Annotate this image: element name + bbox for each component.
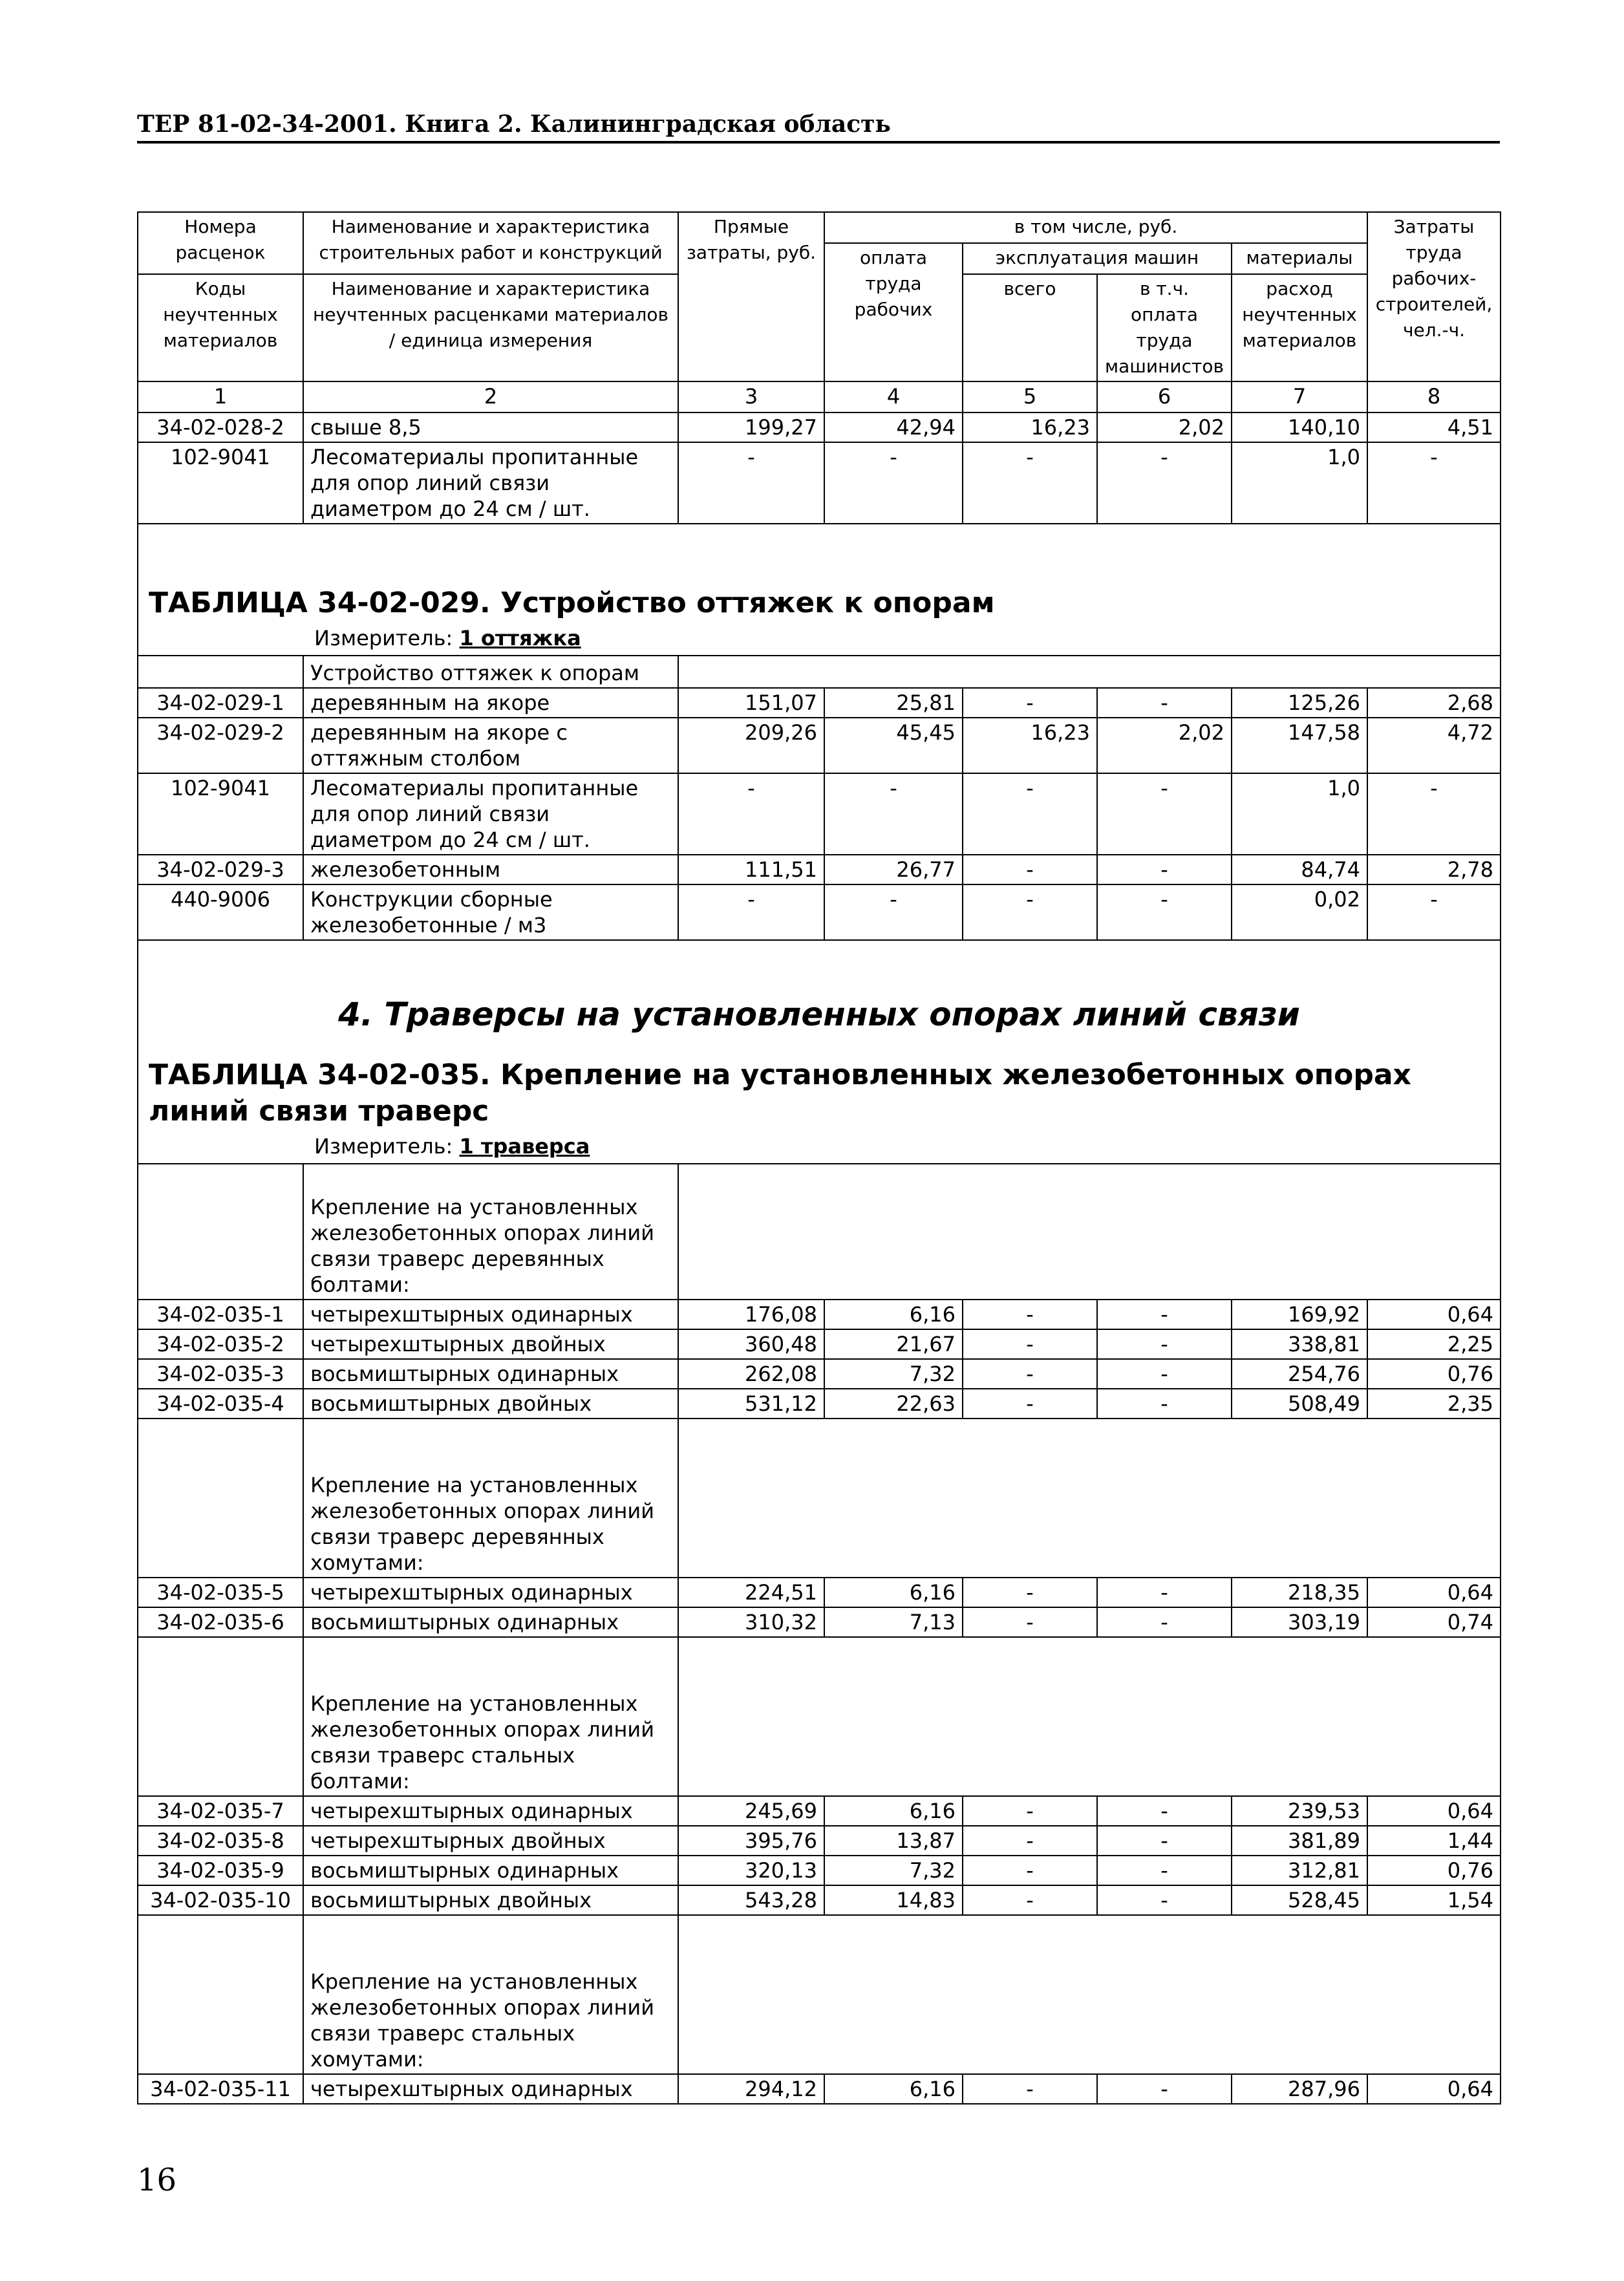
section-row	[138, 940, 1501, 1164]
group-title-row	[138, 1915, 1501, 2074]
table-cell: -	[963, 1796, 1097, 1826]
table-cell: -	[963, 442, 1097, 524]
table-cell: 84,74	[1232, 855, 1367, 884]
table-cell: 310,32	[678, 1607, 824, 1637]
section-row	[138, 524, 1501, 656]
rate-code: 34-02-035-9	[138, 1856, 303, 1885]
column-number: 2	[303, 381, 678, 412]
table-cell: 140,10	[1232, 412, 1367, 442]
table-row	[138, 855, 1501, 884]
table-cell: -	[963, 773, 1097, 855]
table-cell: 2,25	[1367, 1329, 1501, 1359]
table-cell: -	[963, 1578, 1097, 1607]
table-cell: -	[1097, 855, 1232, 884]
table-cell: 209,26	[678, 718, 824, 773]
table-cell: 224,51	[678, 1578, 824, 1607]
table-row	[138, 1359, 1501, 1389]
head-materials: материалы	[1232, 243, 1367, 274]
table-cell: -	[1367, 884, 1501, 940]
table-cell: 312,81	[1232, 1856, 1367, 1885]
item-name: восьмиштырных одинарных	[303, 1856, 678, 1885]
table-cell: 0,64	[1367, 2074, 1501, 2104]
group-blank-cell	[678, 1419, 1501, 1578]
head-machinists-pay: в т.ч. оплата труда машинистов	[1097, 274, 1232, 381]
table-row	[138, 1885, 1501, 1915]
table-cell: 151,07	[678, 688, 824, 718]
table-cell: -	[1097, 1826, 1232, 1856]
table-cell: 6,16	[824, 1300, 963, 1329]
head-including: в том числе, руб.	[824, 212, 1367, 243]
table-cell: 0,64	[1367, 1796, 1501, 1826]
group-blank-cell	[138, 1637, 303, 1796]
table-cell: -	[1097, 884, 1232, 940]
table-cell: 6,16	[824, 1578, 963, 1607]
item-name: свыше 8,5	[303, 412, 678, 442]
table-cell: -	[963, 855, 1097, 884]
table-cell: 0,76	[1367, 1359, 1501, 1389]
group-blank-cell	[678, 656, 1501, 688]
group-title-row	[138, 656, 1501, 688]
table-cell: 42,94	[824, 412, 963, 442]
table-cell: 218,35	[1232, 1578, 1367, 1607]
table-title: ТАБЛИЦА 34-02-029. Устройство оттяжек к опорам	[149, 586, 995, 619]
table-cell: -	[678, 773, 824, 855]
table-cell: 543,28	[678, 1885, 824, 1915]
table-cell: -	[678, 884, 824, 940]
table-row	[138, 2074, 1501, 2104]
rate-code: 34-02-035-3	[138, 1359, 303, 1389]
group-blank-cell	[138, 656, 303, 688]
column-number: 3	[678, 381, 824, 412]
table-row	[138, 1856, 1501, 1885]
table-row	[138, 1389, 1501, 1419]
table-cell: 7,32	[824, 1359, 963, 1389]
head-machines-total: всего	[963, 274, 1097, 381]
table-cell: 1,0	[1232, 773, 1367, 855]
table-cell: -	[1097, 688, 1232, 718]
group-blank-cell	[138, 1164, 303, 1300]
table-cell: -	[963, 1300, 1097, 1329]
table-row	[138, 1329, 1501, 1359]
item-name: четырехштырных двойных	[303, 1329, 678, 1359]
group-title-row	[138, 1419, 1501, 1578]
table-cell: 147,58	[1232, 718, 1367, 773]
group-title: Устройство оттяжек к опорам	[303, 656, 678, 688]
rate-code: 34-02-035-11	[138, 2074, 303, 2104]
table-row	[138, 1796, 1501, 1826]
item-name: железобетонным	[303, 855, 678, 884]
table-cell: -	[1097, 773, 1232, 855]
group-title-row	[138, 1637, 1501, 1796]
table-cell: 508,49	[1232, 1389, 1367, 1419]
table-cell: -	[1097, 1796, 1232, 1826]
item-name: деревянным на якоре с оттяжным столбом	[303, 718, 678, 773]
table-cell: -	[963, 1329, 1097, 1359]
item-name: восьмиштырных одинарных	[303, 1607, 678, 1637]
item-name: четырехштырных одинарных	[303, 1578, 678, 1607]
table-cell: 22,63	[824, 1389, 963, 1419]
table-cell: 1,0	[1232, 442, 1367, 524]
table-cell: 0,76	[1367, 1856, 1501, 1885]
column-number: 1	[138, 381, 303, 412]
table-cell: 294,12	[678, 2074, 824, 2104]
head-workers-pay: оплата труда рабочих	[824, 243, 963, 381]
table-cell: 7,13	[824, 1607, 963, 1637]
table-cell: 45,45	[824, 718, 963, 773]
table-cell: -	[1097, 1300, 1232, 1329]
item-name: Конструкции сборные железобетонные / м3	[303, 884, 678, 940]
column-numbers-row	[138, 381, 1501, 412]
rate-code: 34-02-029-3	[138, 855, 303, 884]
rate-code: 34-02-029-1	[138, 688, 303, 718]
table-cell: -	[1097, 1607, 1232, 1637]
item-name: восьмиштырных двойных	[303, 1389, 678, 1419]
table-cell: 381,89	[1232, 1826, 1367, 1856]
head-name-bottom: Наименование и характеристика неучтенных расценками материалов / единица измерения	[303, 274, 678, 381]
table-cell: 303,19	[1232, 1607, 1367, 1637]
table-cell: -	[678, 442, 824, 524]
column-number: 4	[824, 381, 963, 412]
table-cell: 395,76	[678, 1826, 824, 1856]
table-cell: -	[963, 1856, 1097, 1885]
table-cell: 1,44	[1367, 1826, 1501, 1856]
table-row	[138, 718, 1501, 773]
table-cell: 0,64	[1367, 1578, 1501, 1607]
table-cell: 0,74	[1367, 1607, 1501, 1637]
column-number: 8	[1367, 381, 1501, 412]
table-cell: -	[1367, 442, 1501, 524]
table-cell: -	[1097, 1885, 1232, 1915]
rate-code: 34-02-035-2	[138, 1329, 303, 1359]
item-name: деревянным на якоре	[303, 688, 678, 718]
rate-code: 34-02-029-2	[138, 718, 303, 773]
rate-code: 34-02-035-5	[138, 1578, 303, 1607]
group-title: Крепление на установленных железобетонных опорах линий связи траверс стальных болтами:	[303, 1637, 678, 1796]
head-direct-costs: Прямые затраты, руб.	[678, 212, 824, 381]
table-cell: 262,08	[678, 1359, 824, 1389]
table-row	[138, 688, 1501, 718]
table-cell: 199,27	[678, 412, 824, 442]
table-cell: 13,87	[824, 1826, 963, 1856]
group-title: Крепление на установленных железобетонных опорах линий связи траверс деревянных болтами:	[303, 1164, 678, 1300]
rate-code: 34-02-035-7	[138, 1796, 303, 1826]
column-number: 5	[963, 381, 1097, 412]
table-cell: -	[1097, 1856, 1232, 1885]
table-cell: -	[963, 1826, 1097, 1856]
page-header: ТЕР 81-02-34-2001. Книга 2. Калининградская область	[137, 109, 1500, 144]
table-cell: 2,35	[1367, 1389, 1501, 1419]
item-name: восьмиштырных двойных	[303, 1885, 678, 1915]
head-codes-bottom: Коды неучтенных материалов	[138, 274, 303, 381]
table-row	[138, 1578, 1501, 1607]
measure-label: Измеритель:	[314, 1134, 453, 1159]
section-title: 4. Траверсы на установленных опорах линий связи	[338, 996, 1300, 1033]
table-cell: 0,02	[1232, 884, 1367, 940]
group-blank-cell	[678, 1164, 1501, 1300]
table-cell: 531,12	[678, 1389, 824, 1419]
measure-value: 1 оттяжка	[459, 626, 581, 650]
table-cell: 16,23	[963, 718, 1097, 773]
table-cell: 528,45	[1232, 1885, 1367, 1915]
table-cell: 176,08	[678, 1300, 824, 1329]
table-row	[138, 1607, 1501, 1637]
table-cell: -	[963, 688, 1097, 718]
table-cell: 7,32	[824, 1856, 963, 1885]
table-cell: -	[1097, 442, 1232, 524]
table-cell: 4,51	[1367, 412, 1501, 442]
table-cell: 111,51	[678, 855, 824, 884]
table-row	[138, 884, 1501, 940]
group-title-row	[138, 1164, 1501, 1300]
table-cell: -	[963, 2074, 1097, 2104]
measure-value: 1 траверса	[459, 1134, 590, 1159]
group-blank-cell	[138, 1419, 303, 1578]
table-cell: 6,16	[824, 1796, 963, 1826]
table-cell: 245,69	[678, 1796, 824, 1826]
table-cell: -	[1367, 773, 1501, 855]
group-blank-cell	[678, 1915, 1501, 2074]
item-name: четырехштырных одинарных	[303, 1300, 678, 1329]
group-title: Крепление на установленных железобетонных опорах линий связи траверс стальных хомутами:	[303, 1915, 678, 2074]
table-cell: 2,78	[1367, 855, 1501, 884]
group-blank-cell	[678, 1637, 1501, 1796]
table-cell: 338,81	[1232, 1329, 1367, 1359]
table-cell: 360,48	[678, 1329, 824, 1359]
table-cell: 1,54	[1367, 1885, 1501, 1915]
rate-code: 102-9041	[138, 442, 303, 524]
table-cell: 16,23	[963, 412, 1097, 442]
table-cell: -	[963, 1607, 1097, 1637]
rate-code: 34-02-035-8	[138, 1826, 303, 1856]
table-cell: -	[1097, 1389, 1232, 1419]
table-cell: 169,92	[1232, 1300, 1367, 1329]
table-cell: 0,64	[1367, 1300, 1501, 1329]
table-cell: 4,72	[1367, 718, 1501, 773]
table-row	[138, 1826, 1501, 1856]
item-name: четырехштырных двойных	[303, 1826, 678, 1856]
column-number: 7	[1232, 381, 1367, 412]
table-row	[138, 412, 1501, 442]
item-name: четырехштырных одинарных	[303, 2074, 678, 2104]
table-cell: -	[1097, 1359, 1232, 1389]
rate-code: 34-02-035-4	[138, 1389, 303, 1419]
table-cell: -	[963, 1885, 1097, 1915]
table-row	[138, 1300, 1501, 1329]
rate-code: 34-02-035-6	[138, 1607, 303, 1637]
rate-code: 102-9041	[138, 773, 303, 855]
table-cell: 287,96	[1232, 2074, 1367, 2104]
item-name: четырехштырных одинарных	[303, 1796, 678, 1826]
table-cell: -	[1097, 2074, 1232, 2104]
rate-code: 34-02-035-1	[138, 1300, 303, 1329]
measure-line	[314, 1131, 1493, 1162]
table-cell: 21,67	[824, 1329, 963, 1359]
item-name: Лесоматериалы пропитанные для опор линий связи диаметром до 24 см / шт.	[303, 773, 678, 855]
page-number: 16	[137, 2162, 177, 2198]
price-table	[137, 211, 1501, 2104]
rate-code: 34-02-028-2	[138, 412, 303, 442]
measure-label: Измеритель:	[314, 626, 453, 650]
rate-code: 440-9006	[138, 884, 303, 940]
measure-line	[314, 623, 1493, 654]
head-codes-top: Номера расценок	[138, 212, 303, 274]
item-name: Лесоматериалы пропитанные для опор линий связи диаметром до 24 см / шт.	[303, 442, 678, 524]
table-cell: 25,81	[824, 688, 963, 718]
table-cell: 26,77	[824, 855, 963, 884]
rate-code: 34-02-035-10	[138, 1885, 303, 1915]
head-material-use: расход неучтенных материалов	[1232, 274, 1367, 381]
table-cell: 2,02	[1097, 718, 1232, 773]
table-cell: 14,83	[824, 1885, 963, 1915]
table-cell: 320,13	[678, 1856, 824, 1885]
table-cell: -	[963, 884, 1097, 940]
table-cell: -	[824, 773, 963, 855]
group-blank-cell	[138, 1915, 303, 2074]
table-row	[138, 773, 1501, 855]
table-cell: -	[824, 442, 963, 524]
item-name: восьмиштырных одинарных	[303, 1359, 678, 1389]
table-cell: 6,16	[824, 2074, 963, 2104]
head-labor-costs: Затраты труда рабочих-строителей, чел.-ч.	[1367, 212, 1501, 381]
table-cell: 254,76	[1232, 1359, 1367, 1389]
head-machines: эксплуатация машин	[963, 243, 1232, 274]
table-cell: 2,68	[1367, 688, 1501, 718]
table-cell: -	[1097, 1578, 1232, 1607]
table-cell: 125,26	[1232, 688, 1367, 718]
table-cell: -	[1097, 1329, 1232, 1359]
table-cell: -	[963, 1359, 1097, 1389]
column-number: 6	[1097, 381, 1232, 412]
table-row	[138, 442, 1501, 524]
table-cell: -	[963, 1389, 1097, 1419]
table-cell: 2,02	[1097, 412, 1232, 442]
table-title: ТАБЛИЦА 34-02-035. Крепление на установленных железобетонных опорах линий связи траверс	[149, 1058, 1411, 1128]
table-cell: 239,53	[1232, 1796, 1367, 1826]
table-cell: -	[824, 884, 963, 940]
head-name-top: Наименование и характеристика строительных работ и конструкций	[303, 212, 678, 274]
group-title: Крепление на установленных железобетонных опорах линий связи траверс деревянных хомутами:	[303, 1419, 678, 1578]
